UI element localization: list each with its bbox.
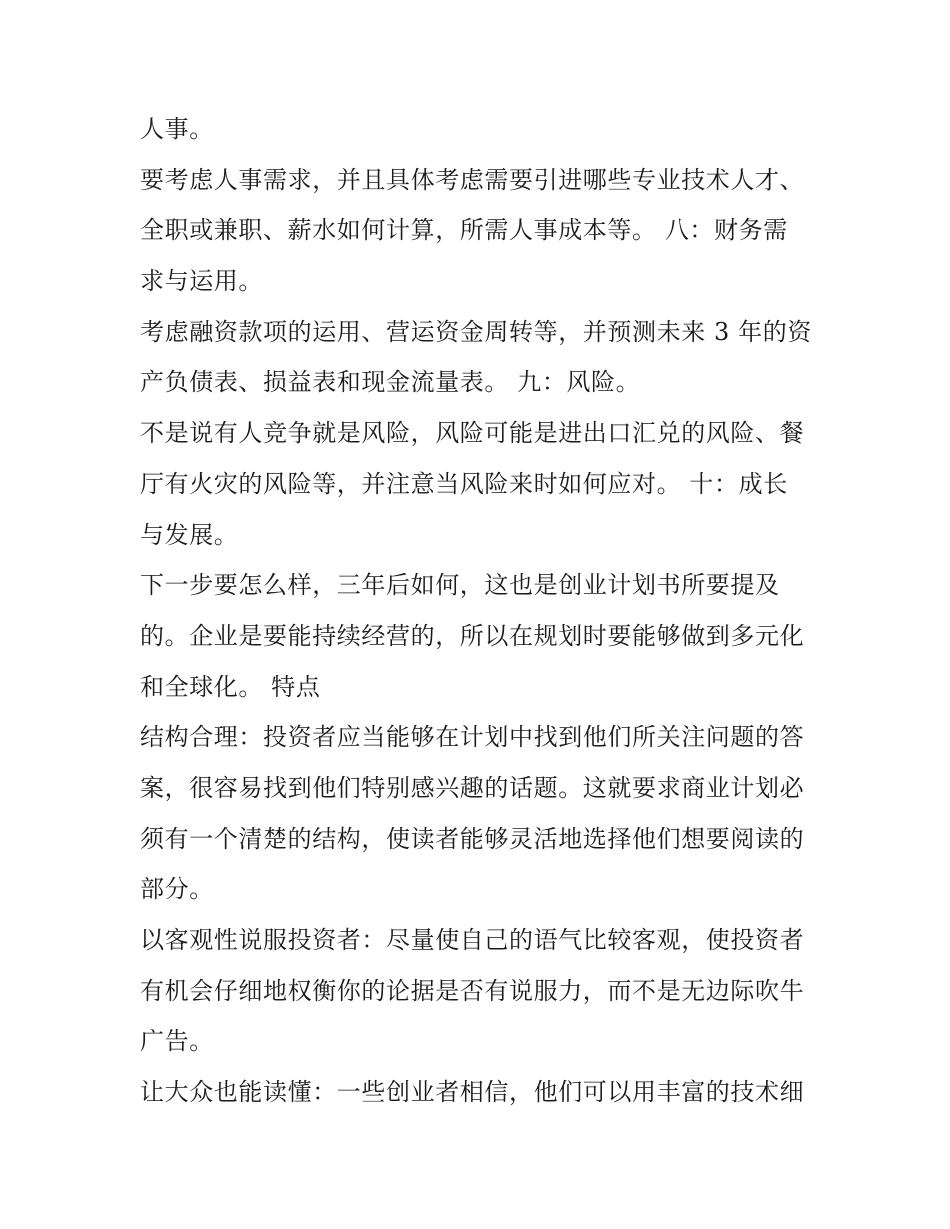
text-line: 案，很容易找到他们特别感兴趣的话题。这就要求商业计划必 — [140, 773, 805, 802]
text-line: 不是说有人竞争就是风险，风险可能是进出口汇兑的风险、餐 — [140, 419, 805, 448]
text-line: 下一步要怎么样，三年后如何，这也是创业计划书所要提及 — [140, 571, 780, 600]
text-line: 部分。 — [140, 875, 214, 904]
document-body — [140, 104, 820, 1118]
text-line: 须有一个清楚的结构，使读者能够灵活地选择他们想要阅读的 — [140, 824, 805, 853]
text-line: 求与运用。 — [140, 267, 263, 296]
text-line: 产负债表、损益表和现金流量表。 九：风险。 — [140, 368, 641, 397]
text-line: 厅有火灾的风险等，并注意当风险来时如何应对。 十：成长 — [140, 469, 788, 498]
text-line: 人事。 — [140, 115, 214, 143]
text-line: 与发展。 — [140, 520, 239, 549]
text-line: 考虑融资款项的运用、营运资金周转等，并预测未来 3 年的资 — [140, 317, 812, 346]
text-line: 的。企业是要能持续经营的，所以在规划时要能够做到多元化 — [140, 621, 805, 650]
text-line: 和全球化。 特点 — [140, 672, 321, 701]
text-line: 要考虑人事需求，并且具体考虑需要引进哪些专业技术人才、 — [140, 165, 805, 194]
text-line: 以客观性说服投资者：尽量使自己的语气比较客观，使投资者 — [140, 926, 805, 954]
text-line: 让大众也能读懂：一些创业者相信，他们可以用丰富的技术细 — [140, 1078, 805, 1107]
text-line: 全职或兼职、薪水如何计算，所需人事成本等。 八：财务需 — [140, 216, 788, 245]
text-line: 广告。 — [140, 1027, 214, 1056]
text-line: 有机会仔细地权衡你的论据是否有说服力，而不是无边际吹牛 — [140, 976, 805, 1005]
text-line: 结构合理：投资者应当能够在计划中找到他们所关注问题的答 — [140, 723, 805, 752]
